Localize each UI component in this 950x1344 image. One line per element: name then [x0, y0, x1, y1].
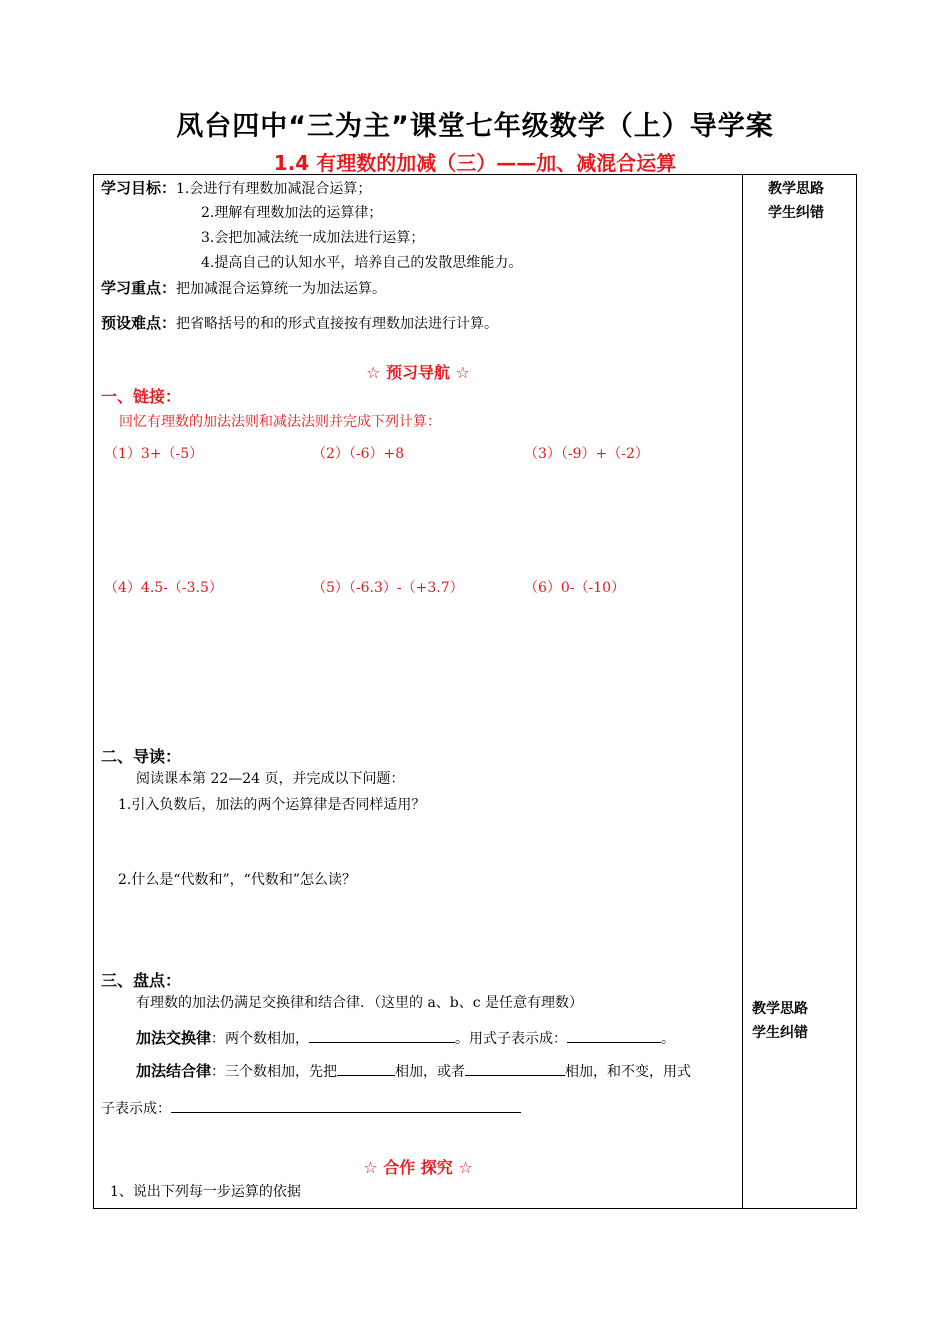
side-note-teaching: 教学思路: [768, 181, 824, 197]
associative-text: 子表示成：: [101, 1101, 171, 1117]
objectives-row: [101, 177, 371, 198]
blank-field[interactable]: [171, 1098, 521, 1113]
objectives-label: 学习目标：: [101, 179, 177, 197]
difficulty-row: [101, 312, 498, 333]
blank-field[interactable]: [567, 1028, 661, 1043]
coop-heading: ☆ 合作 探究 ☆: [363, 1158, 473, 1177]
side-note-correction: 学生纠错: [768, 205, 824, 221]
lesson-subtitle: 1.4 有理数的加减（三）——加、减混合运算: [273, 151, 677, 175]
guide-heading: 二、导读：: [101, 747, 182, 766]
link-heading: 一、链接：: [101, 387, 182, 406]
problem-item: （4）4.5-（-3.5）: [104, 580, 223, 596]
associative-law-row-cont: [101, 1098, 521, 1118]
blank-field[interactable]: [337, 1061, 395, 1076]
objective-item: 1.会进行有理数加减混合运算；: [176, 181, 372, 197]
difficulty-label: 预设难点：: [101, 314, 177, 332]
associative-label: 加法结合律: [136, 1062, 212, 1080]
associative-text: ：三个数相加，先把: [211, 1064, 338, 1080]
preview-heading: ☆ 预习导航 ☆: [366, 363, 470, 382]
problem-item: （6）0-（-10）: [524, 580, 626, 596]
side-note-teaching-2: 教学思路: [752, 1001, 808, 1017]
commutative-text: ：两个数相加，: [211, 1031, 310, 1047]
problem-item: （1）3+（-5）: [104, 446, 204, 462]
coop-item: 1、说出下列每一步运算的依据: [110, 1184, 301, 1200]
side-note-correction-2: 学生纠错: [752, 1025, 808, 1041]
commutative-text: 。用式子表示成：: [455, 1031, 568, 1047]
review-heading: 三、盘点：: [101, 971, 182, 990]
blank-field[interactable]: [309, 1028, 455, 1043]
objective-item: 4.提高自己的认知水平，培养自己的发散思维能力。: [201, 255, 523, 271]
guide-intro: 阅读课本第 22—24 页，并完成以下问题：: [136, 771, 405, 787]
objective-item: 2.理解有理数加法的运算律；: [201, 205, 383, 221]
commutative-text: 。: [661, 1031, 676, 1047]
problem-item: （2）（-6）+8: [312, 446, 405, 462]
side-column-divider: [742, 174, 743, 1209]
blank-field[interactable]: [465, 1061, 565, 1076]
commutative-law-row: [136, 1027, 675, 1048]
key-point-row: [101, 277, 386, 298]
associative-text: 相加，和不变，用式: [565, 1064, 692, 1080]
problem-item: （5）（-6.3）-（+3.7）: [312, 580, 464, 596]
problem-item: （3）（-9）+（-2）: [524, 446, 649, 462]
difficulty-text: 把省略括号的和的形式直接按有理数加法进行计算。: [176, 316, 499, 332]
link-instruction: 回忆有理数的加法法则和减法法则并完成下列计算：: [119, 414, 441, 430]
commutative-label: 加法交换律: [136, 1029, 212, 1047]
associative-law-row: [136, 1060, 691, 1081]
guide-question: 2.什么是“代数和”，“代数和”怎么读？: [118, 872, 356, 888]
objective-item: 3.会把加减法统一成加法进行运算；: [201, 230, 425, 246]
page-title: 凤台四中“三为主”课堂七年级数学（上）导学案: [176, 111, 774, 142]
guide-question: 1.引入负数后，加法的两个运算律是否同样适用？: [118, 797, 426, 813]
key-point-text: 把加减混合运算统一为加法运算。: [176, 281, 387, 297]
key-point-label: 学习重点：: [101, 279, 177, 297]
associative-text: 相加，或者: [395, 1064, 466, 1080]
review-intro: 有理数的加法仍满足交换律和结合律．（这里的 a、b、c 是任意有理数）: [136, 995, 584, 1011]
